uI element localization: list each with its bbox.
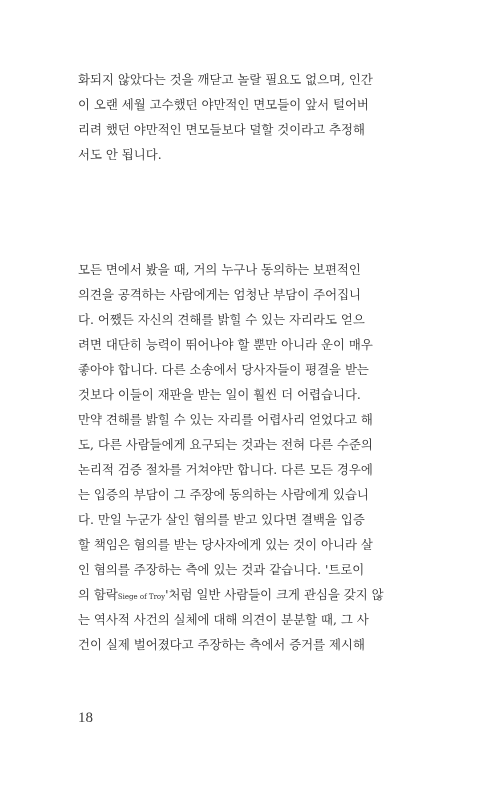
text-line: 도, 다른 사람들에게 요구되는 것과는 전혀 다른 수준의 <box>78 437 373 452</box>
text-line: 좋아야 합니다. 다른 소송에서 당사자들이 평결을 받는 <box>78 362 369 377</box>
text-line-siege-of-troy <box>78 582 432 607</box>
text-line: 서도 안 됩니다. <box>78 147 162 162</box>
text-line: 인 혐의를 주장하는 측에 있는 것과 같습니다. '트로이 <box>78 562 365 577</box>
text-line: 건이 실제 벌어졌다고 주장하는 측에서 증거를 제시해 <box>78 637 365 652</box>
text-line: 이 오랜 세월 고수했던 야만적인 면모들이 앞서 털어버 <box>78 97 369 112</box>
text-line: 다. 만일 누군가 살인 혐의를 받고 있다면 결백을 입증 <box>78 512 365 527</box>
text-line: 모든 면에서 봤을 때, 거의 누구나 동의하는 보편적인 <box>78 262 361 277</box>
text-line: 논리적 검증 절차를 거쳐야만 합니다. 다른 모든 경우에 <box>78 462 373 477</box>
siege-of-troy-gloss: Siege of Troy <box>117 593 166 601</box>
paragraph-2 <box>78 257 432 657</box>
text-line: 의견을 공격하는 사람에게는 엄청난 부담이 주어집니 <box>78 287 362 302</box>
text-line: 는 입증의 부담이 그 주장에 동의하는 사람에게 있습니 <box>78 487 369 502</box>
text-line: 할 책임은 혐의를 받는 당사자에게 있는 것이 아니라 살 <box>78 537 373 552</box>
text-line: 만약 견해를 밝힐 수 있는 자리를 어렵사리 얻었다고 해 <box>78 412 373 427</box>
paragraph-1 <box>78 67 432 167</box>
text-line: 리려 했던 야만적인 면모들보다 덜할 것이라고 추정해 <box>78 122 365 137</box>
text-line: 다. 어쨌든 자신의 견해를 밝힐 수 있는 자리라도 얻으 <box>78 312 365 327</box>
text-line: 화되지 않았다는 것을 깨닫고 놀랄 필요도 없으며, 인간 <box>78 72 373 87</box>
text-line: 는 역사적 사건의 실체에 대해 의견이 분분할 때, 그 사 <box>78 612 369 627</box>
page-number: 18 <box>78 710 93 726</box>
text-line: 것보다 이들이 재판을 받는 일이 훨씬 더 어렵습니다. <box>78 387 361 402</box>
text-line-before: 의 함락 <box>78 587 118 602</box>
text-line: 려면 대단히 능력이 뛰어나야 할 뿐만 아니라 운이 매우 <box>78 337 373 352</box>
text-line-after: '처럼 일반 사람들이 크게 관심을 갖지 않 <box>165 587 384 602</box>
